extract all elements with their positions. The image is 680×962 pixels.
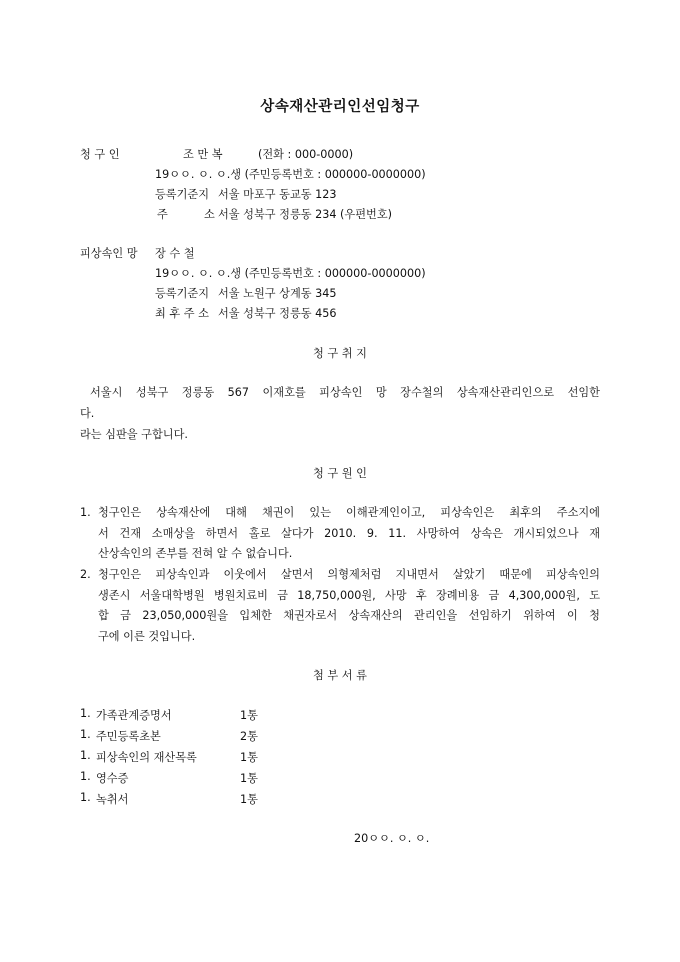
attachments-heading: 첨 부 서 류 [313, 669, 367, 682]
attachment-name: 주민등록초본 [96, 730, 161, 743]
attachment-count: 1통 [240, 709, 258, 722]
deceased-name: 장 수 철 [155, 247, 195, 260]
attachment-name: 녹취서 [96, 793, 129, 806]
deceased-registry-value: 서울 노원구 상계동 345 [218, 287, 337, 300]
claimant-label: 청 구 인 [80, 148, 120, 161]
attachment-count: 1통 [240, 772, 258, 785]
reason-line: 생존시 서울대학병원 병원치료비 금 18,750,000원, 사망 후 장례비용 금 4,300,000원, 도 [98, 588, 600, 602]
deceased-birth: 19ㅇㅇ. ㅇ. ㅇ.생 (주민등록번호 : 000000-0000000) [155, 267, 426, 280]
reasons-heading: 청 구 원 인 [313, 467, 367, 480]
document-date: 20ㅇㅇ. ㅇ. ㅇ. [354, 832, 430, 845]
reason-line: 서 건재 소매상을 하면서 홀로 살다가 2010. 9. 11. 사망하여 상속은 개시되었으나 재 [98, 526, 600, 540]
document-title: 상속재산관리인선임청구 [260, 99, 420, 115]
attachment-name: 피상속인의 재산목록 [96, 751, 197, 764]
attachment-count: 2통 [240, 730, 258, 743]
deceased-registry-label: 등록기준지 [155, 287, 210, 300]
claimant-address-label-1: 주 [157, 208, 168, 221]
reason-line: 구에 이른 것입니다. [98, 629, 196, 643]
reason-number: 1. [80, 506, 91, 519]
attachment-name: 영수증 [96, 772, 129, 785]
reason-line: 청구인은 상속재산에 대해 채권이 있는 이해관계인이고, 피상속인은 최후의 주소지에 [98, 506, 600, 519]
claimant-address-label-2: 소 [204, 208, 215, 221]
claimant-address-value: 서울 성북구 정릉동 234 (우편번호) [218, 208, 392, 221]
claimant-phone: (전화 : 000-0000) [258, 148, 354, 161]
claimant-name: 조 만 복 [183, 148, 223, 161]
deceased-last-address-label: 최 후 주 소 [155, 307, 209, 320]
attachment-num: 1. [80, 707, 91, 720]
reason-number: 2. [80, 568, 91, 581]
reason-line: 산상속인의 존부를 전혀 알 수 없습니다. [98, 547, 293, 560]
reason-line: 합 금 23,050,000원을 입체한 채권자로서 상속재산의 관리인을 선임하기 위하여 이 청 [98, 609, 600, 622]
deceased-last-address-value: 서울 성북구 정릉동 456 [218, 307, 337, 320]
claimant-registry-value: 서울 마포구 동교동 123 [218, 188, 337, 201]
attachment-count: 1통 [240, 793, 258, 806]
attachment-num: 1. [80, 728, 91, 741]
attachment-num: 1. [80, 770, 91, 783]
reason-line: 청구인은 피상속인과 이웃에서 살면서 의형제처럼 지내면서 살았기 때문에 피상속인의 [98, 568, 600, 581]
attachment-count: 1통 [240, 751, 258, 764]
deceased-label: 피상속인 망 [80, 247, 138, 260]
attachment-num: 1. [80, 791, 91, 804]
reason-item-2 [80, 565, 600, 647]
attachment-name: 가족관계증명서 [96, 709, 172, 722]
reason-item-1 [80, 503, 600, 565]
purpose-heading: 청 구 취 지 [313, 347, 367, 360]
claimant-registry-label: 등록기준지 [155, 188, 210, 201]
purpose-line-3: 라는 심판을 구합니다. [80, 428, 188, 441]
claimant-birth: 19ㅇㅇ. ㅇ. ㅇ.생 (주민등록번호 : 000000-0000000) [155, 168, 426, 181]
purpose-line-2: 다. [80, 407, 95, 420]
attachment-num: 1. [80, 749, 91, 762]
purpose-line-1: 서울시 성북구 정릉동 567 이재호를 피상속인 망 장수철의 상속재산관리인으로 선임한 [90, 386, 600, 399]
